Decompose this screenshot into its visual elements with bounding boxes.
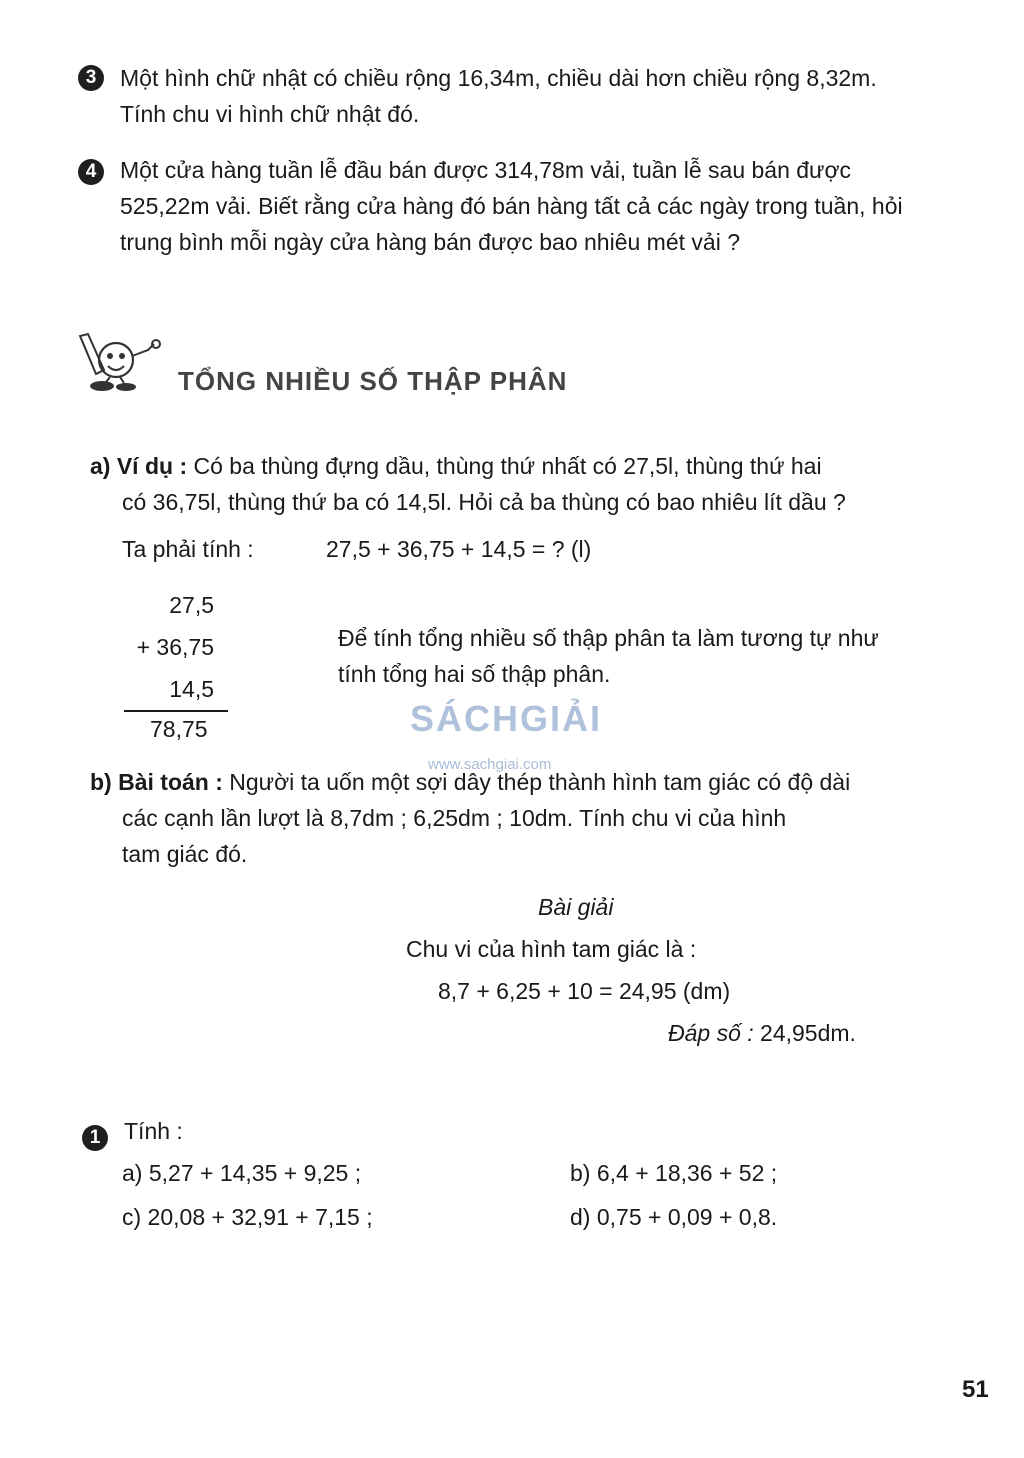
example-line-1-text: Có ba thùng đựng dầu, thùng thứ nhất có 27,5l, thùng thứ hai xyxy=(193,453,822,479)
calc-expression: 27,5 + 36,75 + 14,5 = ? (l) xyxy=(326,536,592,562)
column-number-2: + 36,75 xyxy=(136,634,214,660)
watermark-logo: SÁCHGIẢI xyxy=(410,698,603,739)
exercise-1-c: c) 20,08 + 32,91 + 7,15 ; xyxy=(122,1204,373,1230)
problem-line-1-text: Người ta uốn một sợi dây thép thành hình tam giác có độ dài xyxy=(229,769,851,795)
problem-line-3: tam giác đó. xyxy=(122,841,248,867)
column-number-3: 14,5 xyxy=(169,676,214,702)
problem-label: b) Bài toán : xyxy=(90,769,223,795)
exercise-1-badge: 1 xyxy=(82,1122,108,1151)
column-number-1: 27,5 xyxy=(169,592,214,618)
problem-paragraph xyxy=(90,764,956,872)
solution-line-1: Chu vi của hình tam giác là : xyxy=(406,936,697,962)
exercise-1-d: d) 0,75 + 0,09 + 0,8. xyxy=(570,1204,778,1230)
exercise-4-badge: 4 xyxy=(78,156,104,185)
page-number: 51 xyxy=(962,1376,989,1403)
exercise-4-text xyxy=(120,152,986,260)
column-addition xyxy=(112,584,214,710)
calc-label: Ta phải tính : xyxy=(122,536,254,562)
problem-line-1 xyxy=(90,764,956,800)
answer-value: 24,95dm. xyxy=(760,1020,856,1046)
exercise-3-line-1: Một hình chữ nhật có chiều rộng 16,34m, chiều dài hơn chiều rộng 8,32m. xyxy=(120,65,877,91)
mascot-pencil-icon xyxy=(74,330,170,396)
watermark-url: www.sachgiai.com xyxy=(428,756,552,773)
example-label: a) Ví dụ : xyxy=(90,453,188,479)
answer-label: Đáp số : xyxy=(668,1020,754,1046)
example-note-line-1: Để tính tổng nhiều số thập phân ta làm tương tự như xyxy=(338,625,879,651)
example-note xyxy=(338,620,879,692)
example-note-line-2: tính tổng hai số thập phân. xyxy=(338,661,611,687)
section-title: TỔNG NHIỀU SỐ THẬP PHÂN xyxy=(178,366,568,396)
column-result: 78,75 xyxy=(150,716,208,742)
example-line-2: có 36,75l, thùng thứ ba có 14,5l. Hỏi cả ba thùng có bao nhiêu lít dầu ? xyxy=(122,489,846,515)
solution-answer xyxy=(668,1020,856,1047)
solution-line-2: 8,7 + 6,25 + 10 = 24,95 (dm) xyxy=(438,978,731,1004)
example-line-1 xyxy=(90,448,956,484)
exercise-3-text xyxy=(120,60,986,132)
exercise-3-badge: 3 xyxy=(78,62,104,91)
exercise-1-b: b) 6,4 + 18,36 + 52 ; xyxy=(570,1160,778,1186)
exercise-4-line-3: trung bình mỗi ngày cửa hàng bán được bao nhiêu mét vải ? xyxy=(120,229,740,255)
exercise-3-line-2: Tính chu vi hình chữ nhật đó. xyxy=(120,101,420,127)
exercise-4-line-1: Một cửa hàng tuần lễ đầu bán được 314,78m vải, tuần lễ sau bán được xyxy=(120,157,852,183)
solution-title: Bài giải xyxy=(538,894,614,920)
exercise-4-line-2: 525,22m vải. Biết rằng cửa hàng đó bán hàng tất cả các ngày trong tuần, hỏi xyxy=(120,193,903,219)
exercise-1-label: Tính : xyxy=(124,1118,183,1144)
exercise-1-a: a) 5,27 + 14,35 + 9,25 ; xyxy=(122,1160,362,1186)
problem-line-2: các cạnh lần lượt là 8,7dm ; 6,25dm ; 10dm. Tính chu vi của hình xyxy=(122,805,787,831)
column-sum-line xyxy=(124,710,228,712)
example-paragraph xyxy=(90,448,956,520)
